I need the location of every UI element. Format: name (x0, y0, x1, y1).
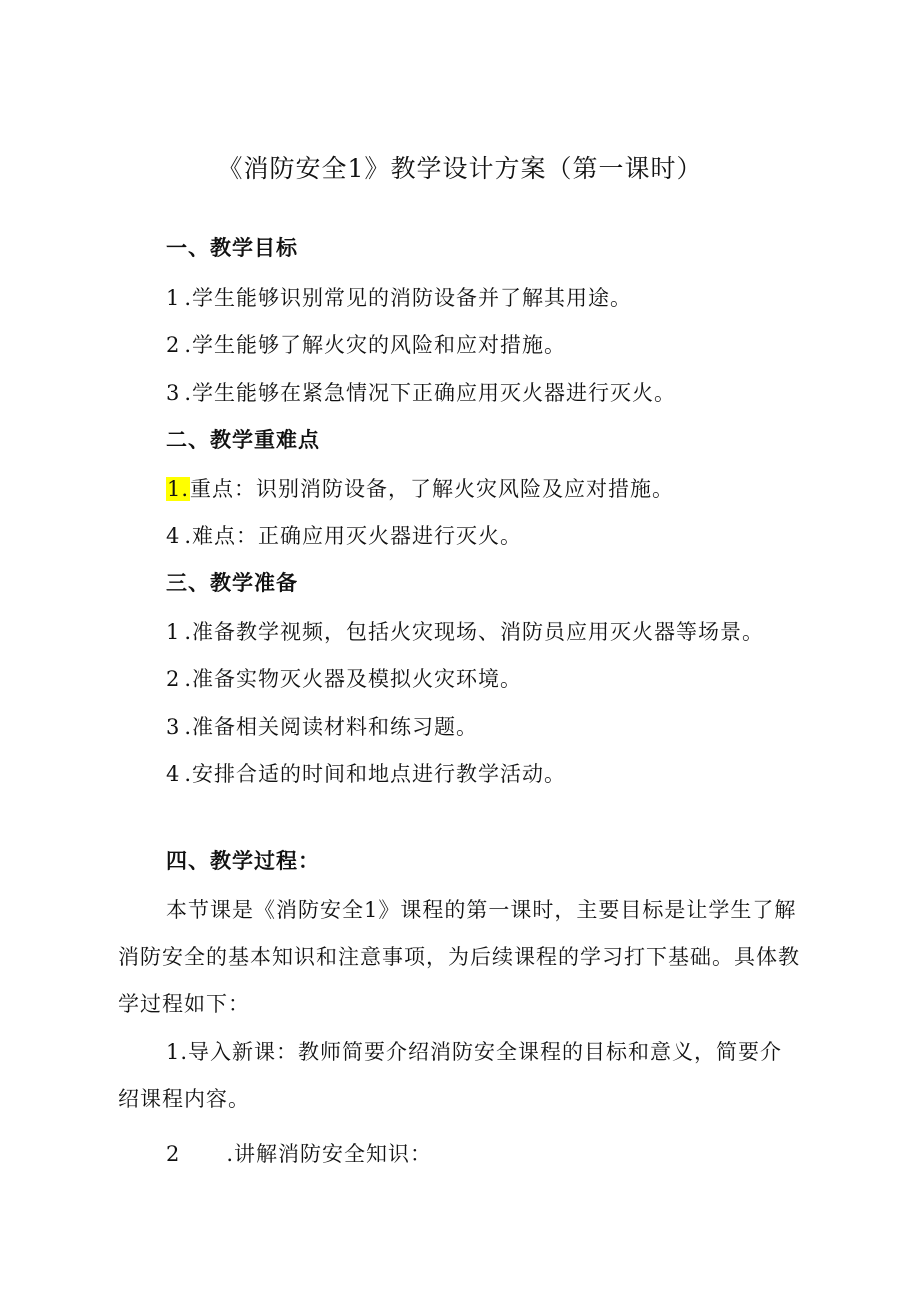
item-text: .学生能够在紧急情况下正确应用灭火器进行灭火。 (184, 381, 677, 405)
paragraph-line: 本节课是《消防安全1》课程的第一课时，主要目标是让学生了解 (166, 898, 797, 922)
objective-item (166, 378, 676, 408)
section-heading-process: 四、教学过程： (166, 849, 320, 873)
item-text: .准备实物灭火器及模拟火灾环境。 (184, 667, 523, 691)
section-heading-objectives: 一、教学目标 (166, 236, 298, 260)
item-number: 3 (166, 715, 181, 739)
item-number: 2 (166, 1142, 181, 1166)
item-number: 4 (166, 762, 181, 786)
item-number: 2 (166, 333, 181, 357)
highlighted-item-number: 1. (167, 477, 190, 501)
key-point-item (166, 521, 522, 551)
paragraph-line: 消防安全的基本知识和注意事项，为后续课程的学习打下基础。具体教 (118, 945, 800, 969)
item-number: 2 (166, 667, 181, 691)
item-text: 重点：识别消防设备，了解火灾风险及应对措施。 (190, 477, 675, 501)
preparation-item (166, 712, 478, 742)
key-point-item (166, 474, 674, 504)
preparation-item (166, 617, 764, 647)
process-step-item (166, 1139, 432, 1169)
item-text: .讲解消防安全知识： (226, 1142, 433, 1166)
paragraph-line: 学过程如下： (118, 992, 250, 1016)
item-number: 4 (166, 524, 181, 548)
item-text: .准备教学视频，包括火灾现场、消防员应用灭火器等场景。 (184, 620, 765, 644)
paragraph-line: 绍课程内容。 (118, 1087, 250, 1111)
item-number: 3 (166, 381, 181, 405)
objective-item (166, 330, 566, 360)
item-text: .难点：正确应用灭火器进行灭火。 (184, 524, 523, 548)
item-number: 1 (166, 620, 181, 644)
document-title: 《消防安全1》教学设计方案（第一课时） (217, 154, 703, 183)
objective-item (166, 283, 632, 313)
section-heading-key-points: 二、教学重难点 (166, 428, 320, 452)
item-text: .准备相关阅读材料和练习题。 (184, 715, 479, 739)
preparation-item (166, 759, 566, 789)
item-text: .学生能够了解火灾的风险和应对措施。 (184, 333, 567, 357)
item-text: .学生能够识别常见的消防设备并了解其用途。 (184, 286, 633, 310)
item-text: .安排合适的时间和地点进行教学活动。 (184, 762, 567, 786)
section-heading-preparation: 三、教学准备 (166, 571, 298, 595)
paragraph-line: 1.导入新课：教师简要介绍消防安全课程的目标和意义，简要介 (166, 1040, 783, 1064)
item-number: 1 (166, 286, 181, 310)
preparation-item (166, 664, 522, 694)
